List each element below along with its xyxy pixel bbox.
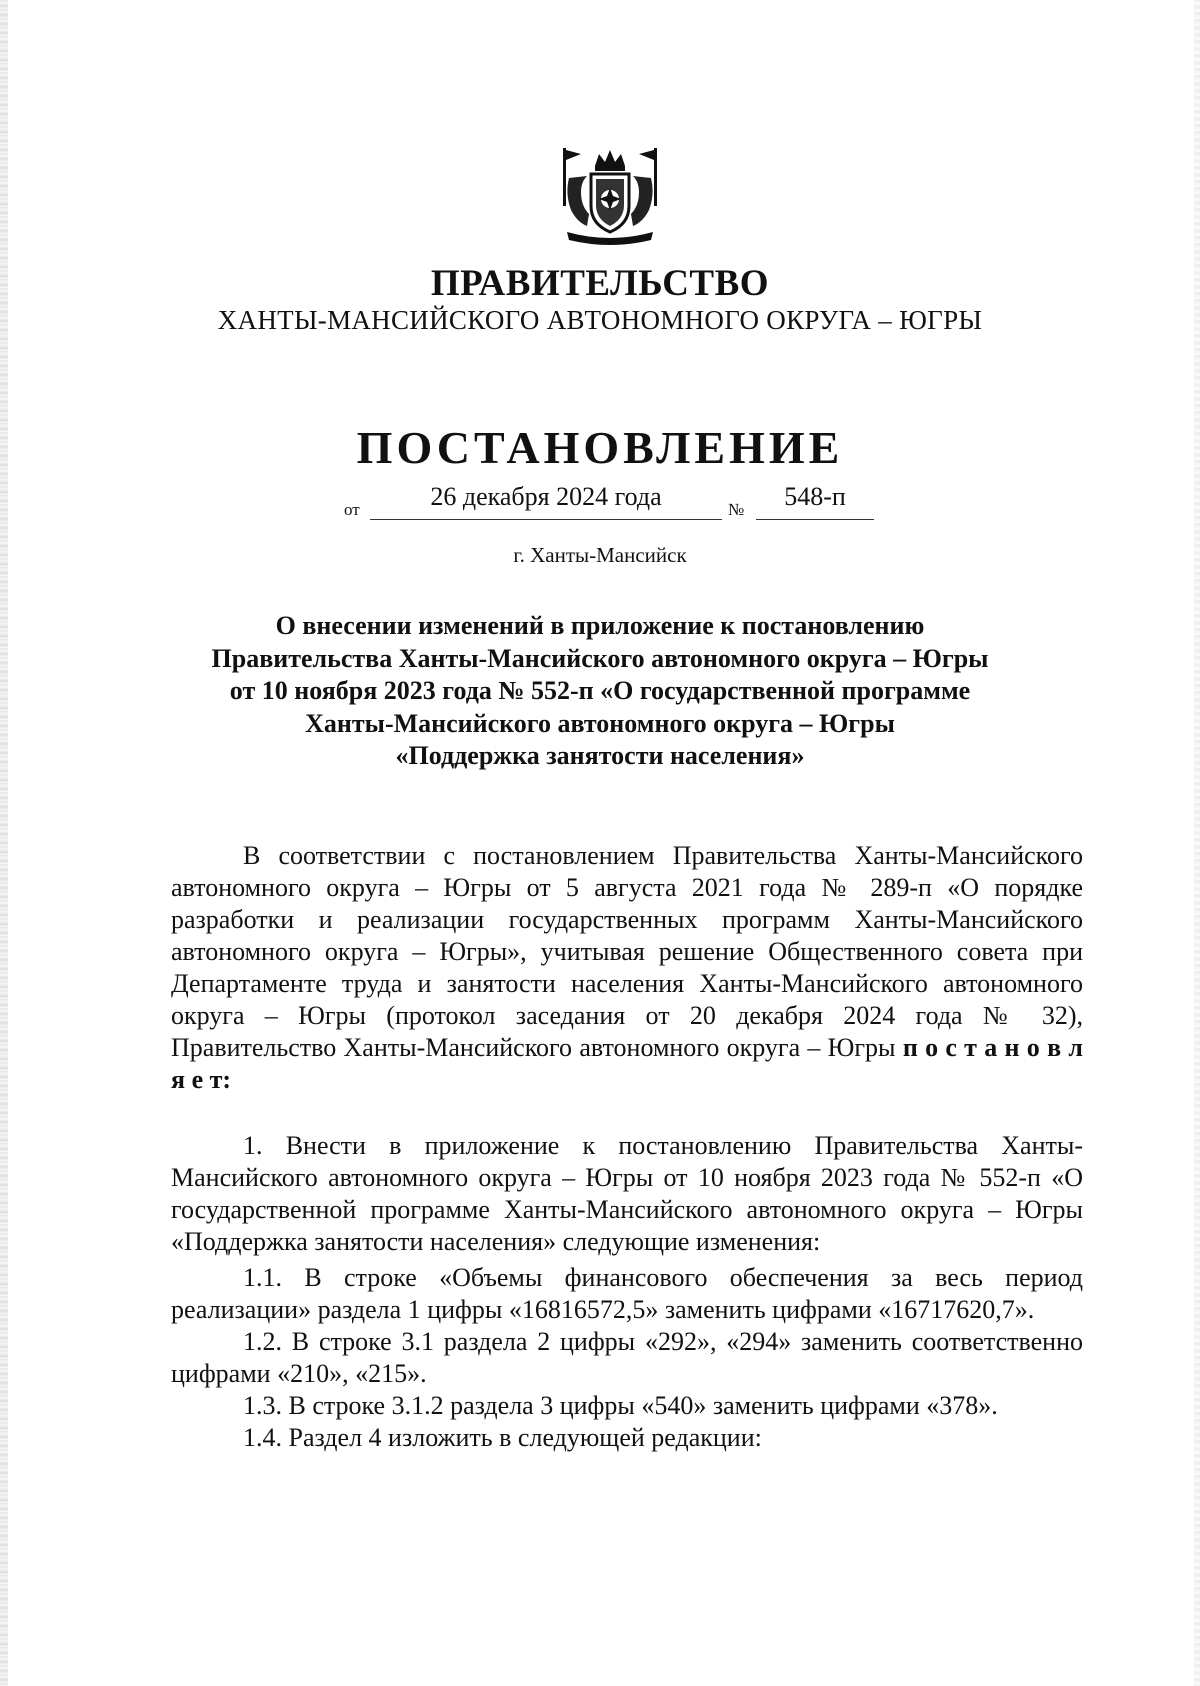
- date-underline: [370, 519, 722, 520]
- number-underline: [756, 519, 874, 520]
- item-1-paragraph: 1. Внести в приложение к постановлению Правительства Ханты-Мансийского автономного округа – Югры от 10 ноября 2023 года № 552-п «О государственной программе Ханты-Мансийского автономного округа – Югры «Поддержка занятости населения» следующие изменения:: [171, 1131, 1083, 1256]
- document-date: 26 декабря 2024 года: [430, 482, 662, 511]
- item-1-2-paragraph: 1.2. В строке 3.1 раздела 2 цифры «292», «294» заменить соответственно цифрами «210», «215».: [171, 1327, 1083, 1388]
- heading-line: О внесении изменений в приложение к постановлению: [275, 611, 925, 640]
- decree-word: п о с т а н о в л я е т:: [171, 1033, 1083, 1094]
- heading-line: Ханты-Мансийского автономного округа – Югры: [305, 708, 895, 738]
- region-title: ХАНТЫ-МАНСИЙСКОГО АВТОНОМНОГО ОКРУГА – ЮГРЫ: [217, 305, 983, 335]
- government-title: ПРАВИТЕЛЬСТВО: [430, 263, 770, 304]
- city: г. Ханты-Мансийск: [513, 543, 687, 567]
- sub-items: [171, 1262, 1083, 1454]
- coat-of-arms-icon: [555, 144, 665, 248]
- item-1-4-paragraph: 1.4. Раздел 4 изложить в следующей редакции:: [243, 1423, 762, 1452]
- date-from-label: от: [344, 500, 360, 519]
- scan-edge-right: [1194, 0, 1200, 1686]
- heading-line: Правительства Ханты-Мансийского автономного округа – Югры: [211, 643, 989, 673]
- document-type: ПОСТАНОВЛЕНИЕ: [356, 422, 844, 473]
- document-heading: [150, 610, 1050, 773]
- scan-edge-left: [0, 0, 8, 1686]
- heading-line: «Поддержка занятости населения»: [395, 741, 805, 770]
- intro-text: В соответствии с постановлением Правительства Ханты-Мансийского автономного округа – Югры от 5 августа 2021 года № 289-п «О порядке разработки и реализации государственных программ Ханты-Мансийского автономного округа – Югры», учитывая решение Общественного совета при Департаменте труда и занятости населения Ханты-Мансийского автономного округа – Югры (протокол заседания от 20 декабря 2024 года № 32), Правительство Ханты-Мансийского автономного округа – Югры: [171, 841, 1083, 1062]
- item-1-3-paragraph: 1.3. В строке 3.1.2 раздела 3 цифры «540» заменить цифрами «378».: [243, 1391, 998, 1420]
- intro-paragraph: [171, 840, 1083, 1096]
- document-number: 548-п: [784, 482, 846, 511]
- number-label: №: [728, 500, 745, 519]
- item-1-1-paragraph: 1.1. В строке «Объемы финансового обеспечения за весь период реализации» раздела 1 цифры «16816572,5» заменить цифрами «16717620,7».: [171, 1263, 1083, 1324]
- heading-line: от 10 ноября 2023 года № 552-п «О государственной программе: [229, 676, 971, 705]
